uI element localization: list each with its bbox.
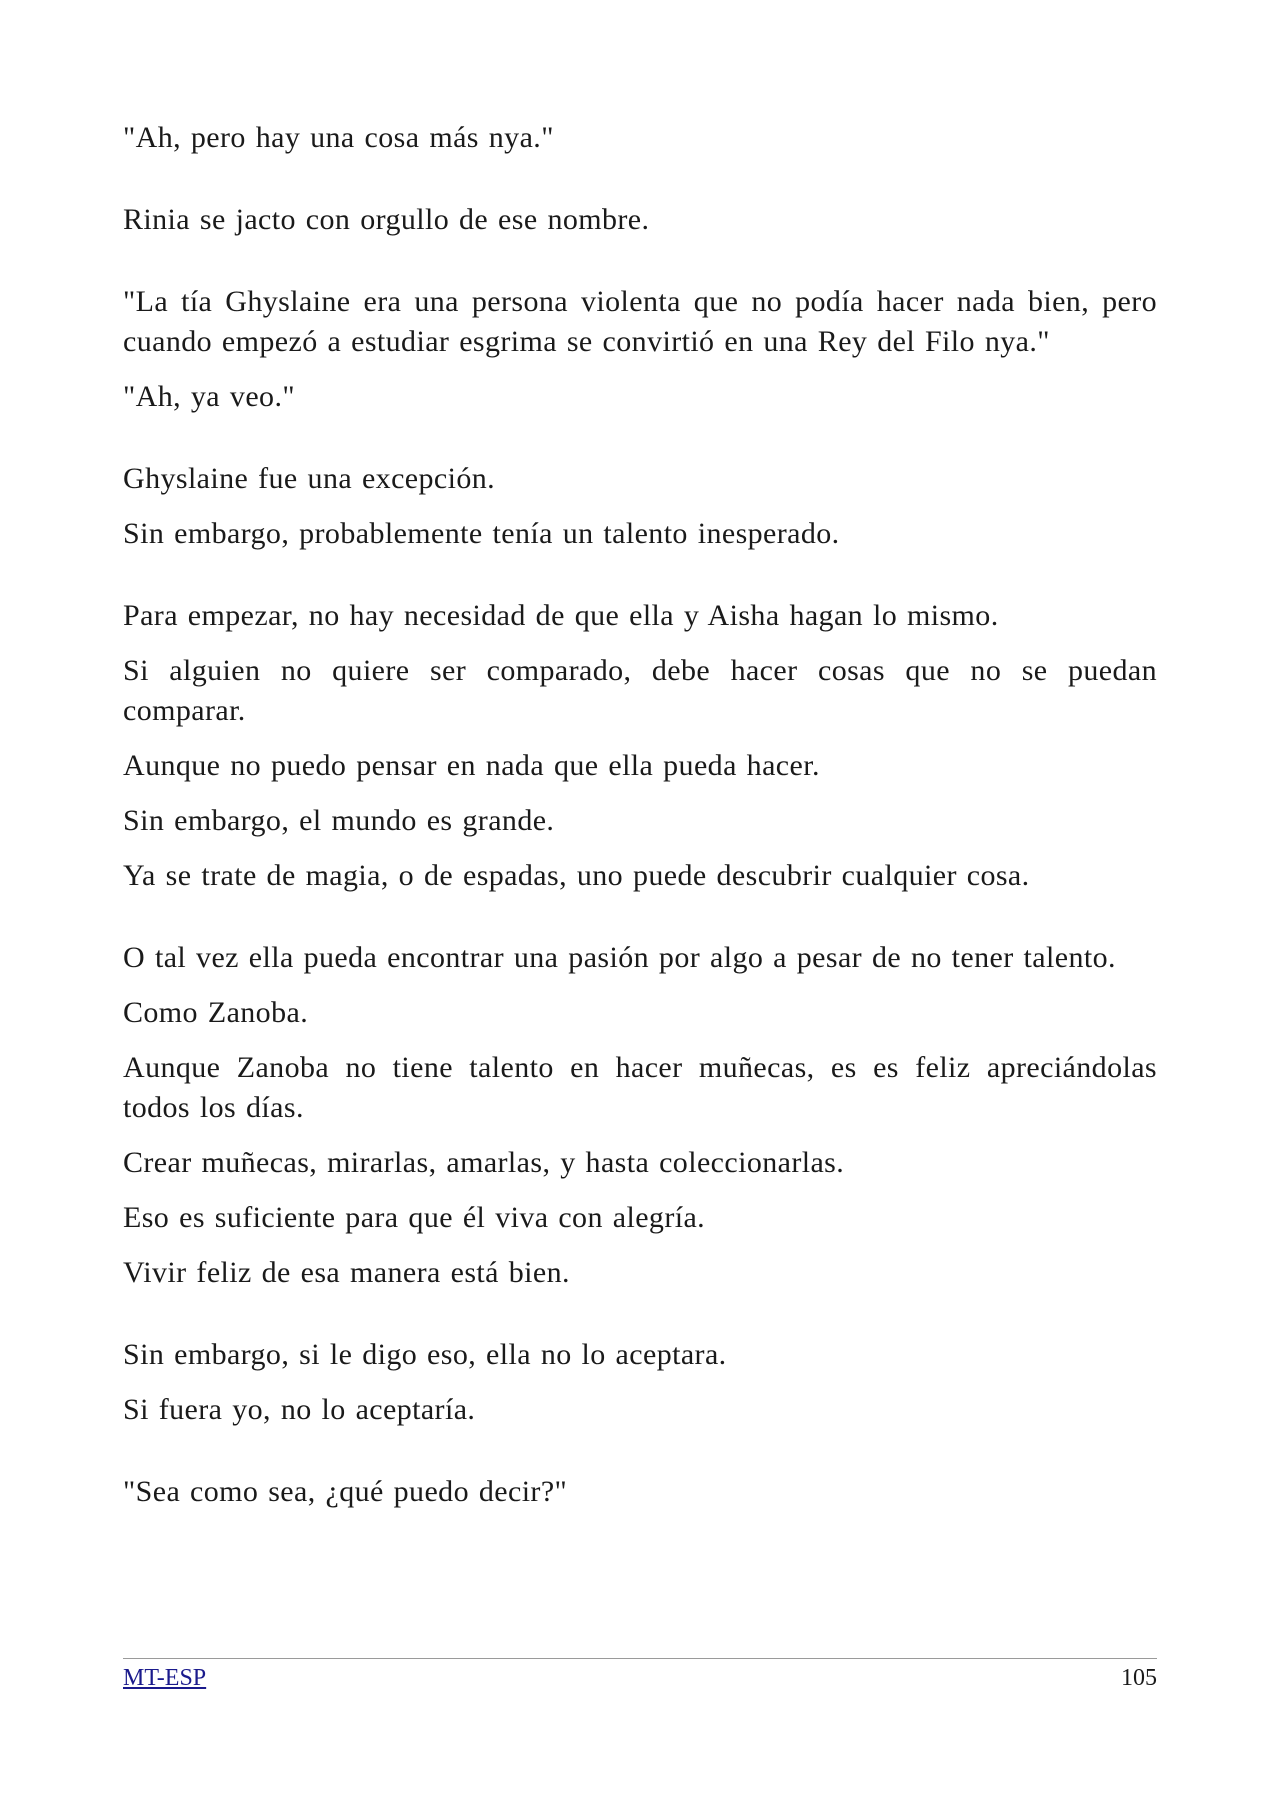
document-page <box>123 118 1157 1512</box>
paragraph-3: "La tía Ghyslaine era una persona violenta que no podía hacer nada bien, pero cuando empezó a estudiar esgrima se convirtió en una Rey del Filo nya." <box>123 285 1157 358</box>
paragraph-18: Sin embargo, si le digo eso, ella no lo aceptara. <box>123 1338 727 1371</box>
paragraph-16: Eso es suficiente para que él viva con alegría. <box>123 1201 706 1234</box>
paragraph-17: Vivir feliz de esa manera está bien. <box>123 1256 570 1289</box>
paragraph-5: Ghyslaine fue una excepción. <box>123 462 496 495</box>
paragraph-14: Aunque Zanoba no tiene talento en hacer muñecas, es es feliz apreciándolas todos los días. <box>123 1051 1157 1124</box>
paragraph-15: Crear muñecas, mirarlas, amarlas, y hasta coleccionarlas. <box>123 1146 845 1179</box>
paragraph-8: Si alguien no quiere ser comparado, debe hacer cosas que no se puedan comparar. <box>123 654 1157 727</box>
footer-link[interactable]: MT-ESP <box>123 1665 207 1691</box>
paragraph-13: Como Zanoba. <box>123 996 309 1029</box>
paragraph-1: "Ah, pero hay una cosa más nya." <box>123 121 554 154</box>
paragraph-2: Rinia se jacto con orgullo de ese nombre. <box>123 203 650 236</box>
page-number: 105 <box>1121 1665 1157 1691</box>
paragraph-9: Aunque no puedo pensar en nada que ella pueda hacer. <box>123 749 820 782</box>
paragraph-12: O tal vez ella pueda encontrar una pasión por algo a pesar de no tener talento. <box>123 941 1116 974</box>
paragraph-19: Si fuera yo, no lo aceptaría. <box>123 1393 476 1426</box>
paragraph-6: Sin embargo, probablemente tenía un talento inesperado. <box>123 517 840 550</box>
page-footer <box>123 1658 1157 1693</box>
paragraph-10: Sin embargo, el mundo es grande. <box>123 804 555 837</box>
paragraph-4: "Ah, ya veo." <box>123 380 295 413</box>
paragraph-11: Ya se trate de magia, o de espadas, uno puede descubrir cualquier cosa. <box>123 859 1030 892</box>
paragraph-7: Para empezar, no hay necesidad de que ella y Aisha hagan lo mismo. <box>123 599 999 632</box>
paragraph-20: "Sea como sea, ¿qué puedo decir?" <box>123 1475 568 1508</box>
